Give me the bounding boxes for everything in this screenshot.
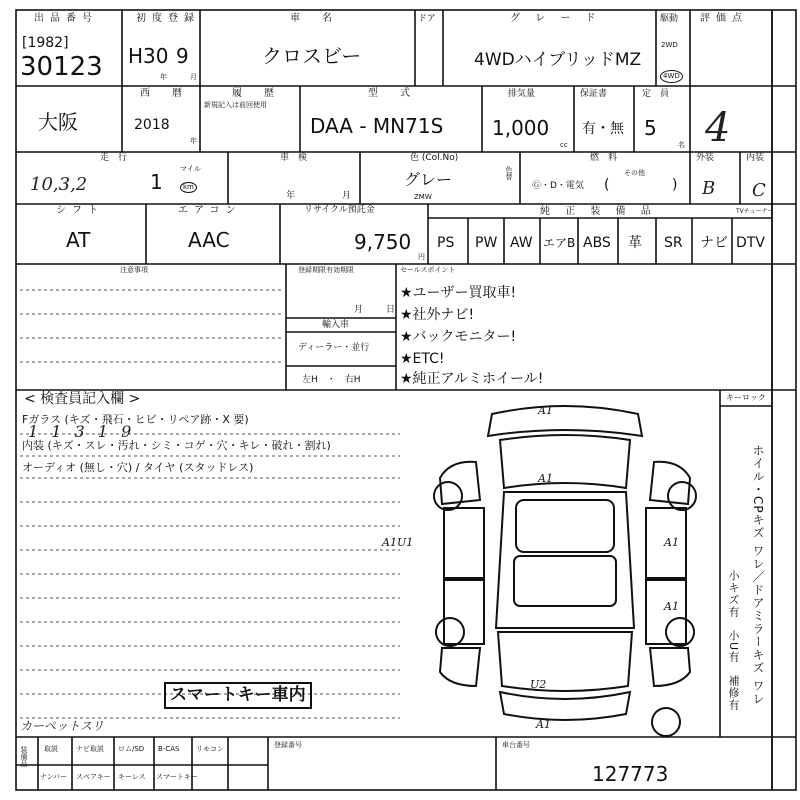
- fuel-paren-open: (: [604, 177, 610, 193]
- inspection-label: 車 検: [280, 153, 308, 163]
- footer-rom-sd: ロム/SD: [118, 745, 145, 753]
- car-name: クロスビー: [262, 44, 362, 68]
- history-label: 履 歴: [232, 88, 280, 99]
- capacity-unit: 名: [678, 141, 685, 149]
- color-change-label: 色替: [505, 166, 513, 180]
- sales-point-1: ★ユーザー買取車!: [400, 285, 517, 301]
- western-year-suffix: 年: [190, 137, 197, 145]
- footer-bcas: B-CAS: [158, 745, 180, 753]
- deadline-day-label: 日: [386, 305, 396, 315]
- lot-no-label: 出品番号: [34, 13, 98, 24]
- deadline-month-label: 月: [354, 305, 364, 315]
- footer-keyless: キーレス: [118, 773, 146, 781]
- equip-pw: PW: [475, 235, 498, 251]
- mileage-label: 走 行: [100, 153, 128, 163]
- equip-aw: AW: [510, 235, 533, 251]
- mark-front-bumper: A1: [538, 404, 553, 417]
- reg-no-label: 登録番号: [274, 741, 302, 749]
- equip-leather: 革: [628, 235, 642, 251]
- inspection-month-label: 月: [342, 191, 352, 201]
- footer-number: ナンバー: [40, 773, 68, 781]
- displacement: 1,000: [492, 116, 550, 140]
- mark-right-front-door: A1: [664, 536, 679, 549]
- inspector-line-interior: 内装 (キズ・スレ・汚れ・シミ・コゲ・穴・キレ・破れ・割れ): [22, 439, 331, 452]
- fuel-paren-close: ): [672, 177, 678, 193]
- first-reg-month: 9: [176, 44, 189, 68]
- inspection-year-label: 年: [286, 191, 296, 201]
- interior-label: 内装: [746, 153, 765, 163]
- western-label: 西 暦: [140, 88, 188, 99]
- mark-left-front: A1U1: [382, 536, 414, 549]
- sales-label: セールスポイント: [400, 266, 456, 274]
- fuel-label: 燃 料: [590, 153, 618, 163]
- warranty-value: 有・無: [582, 121, 624, 137]
- inspector-line-audio-tire: オーディオ (無し・穴) / タイヤ (スタッドレス): [22, 461, 254, 474]
- grade-label: グ レ ー ド: [510, 13, 602, 24]
- sales-point-5: ★純正アルミホイール!: [400, 371, 544, 387]
- sales-point-3: ★バックモニター!: [400, 329, 517, 345]
- rating-handwritten: 4: [705, 105, 731, 151]
- month-suffix: 月: [190, 73, 197, 81]
- car-name-label: 車 名: [290, 13, 338, 24]
- drive-label: 駆動: [660, 14, 679, 24]
- fuel-options: Ⓖ・D・電気: [532, 181, 584, 191]
- key-lock-label: キーロック: [726, 393, 766, 402]
- grade: 4WDハイブリッドMZ: [474, 50, 642, 70]
- ac-label: エアコン: [178, 205, 242, 216]
- first-reg-label: 初度登録: [136, 13, 200, 24]
- exterior-grade: B: [702, 178, 716, 199]
- year-suffix: 年: [160, 73, 167, 81]
- footer-navi-manual: ナビ取説: [76, 745, 104, 753]
- model-code: DAA - MN71S: [310, 114, 444, 138]
- footer-manual: 取説: [44, 745, 58, 753]
- ac-value: AAC: [188, 228, 230, 252]
- mileage-thousand: 1: [150, 170, 163, 194]
- inspector-title: < 検査員記入欄 >: [24, 391, 141, 407]
- chassis-number: 127773: [592, 762, 669, 786]
- reg-deadline-label: 登録期限有効期限: [298, 266, 354, 274]
- recycle-unit: 円: [418, 253, 425, 261]
- footer-spare-key: スペアキー: [76, 773, 111, 781]
- footer-remote: リモコン: [196, 745, 224, 753]
- car-damage-diagram: [382, 396, 720, 736]
- interior-grade: C: [752, 180, 766, 201]
- mark-right-rear: A1: [664, 600, 679, 613]
- chassis-label: 車台番号: [502, 741, 530, 749]
- equip-dtv: DTV: [736, 235, 765, 251]
- footer-left-label: 装備品: [20, 746, 28, 767]
- cc-unit: cc: [560, 141, 568, 149]
- equipment-label: 純 正 装 備 品: [540, 206, 657, 217]
- shift-label: シフト: [56, 205, 104, 216]
- doors-label: ドア: [418, 14, 436, 24]
- color-name: グレー: [404, 170, 453, 189]
- equip-airbag: エアB: [543, 236, 576, 250]
- capacity: 5: [644, 116, 657, 140]
- footer-smart-key: スマートキー: [156, 773, 198, 781]
- recycle-label: リサイクル預託金: [304, 205, 375, 215]
- carpet-note: カーペットスリ: [20, 719, 104, 733]
- inspector-line-glass: Fガラス (キズ・飛石・ヒビ・リペア跡・X 要): [22, 413, 249, 426]
- recycle-value: 9,750: [354, 230, 412, 254]
- mark-rear-bumper: A1: [536, 718, 551, 731]
- western-year: 2018: [134, 117, 170, 133]
- equip-ps: PS: [437, 235, 455, 251]
- region: 大阪: [38, 110, 78, 134]
- caution-label: 注意事項: [120, 266, 148, 274]
- mark-hood: A1: [538, 472, 553, 485]
- equip-abs: ABS: [583, 235, 611, 251]
- lot-number: 30123: [20, 52, 103, 82]
- dealer-label: ディーラー・並行: [298, 343, 370, 353]
- mile-unit: マイル: [180, 165, 201, 173]
- exterior-label: 外装: [696, 153, 715, 163]
- side-note-2: 小キズ有 小U有 補修有: [727, 570, 740, 712]
- km-unit-circled: km: [180, 182, 197, 193]
- shift-value: AT: [66, 228, 91, 252]
- drive-4wd-circled: 4WD: [660, 70, 683, 83]
- import-label: 輸入車: [322, 320, 350, 330]
- capacity-label: 定 員: [642, 89, 670, 99]
- inspector-handwritten-note: 1 1 3 1 9: [28, 422, 136, 441]
- mark-rear-gate: U2: [530, 678, 547, 691]
- history-sub: 新規記入は前回使用: [204, 101, 267, 109]
- warranty-label: 保証書: [580, 89, 608, 99]
- first-reg-era-year: H30: [128, 44, 169, 68]
- model-label: 型 式: [368, 88, 416, 99]
- steering-label: 左H ・ 右H: [302, 375, 361, 385]
- drive-2wd: 2WD: [661, 41, 678, 49]
- color-label: 色 (Col.No): [410, 153, 459, 163]
- color-code: ZMW: [414, 193, 432, 201]
- smart-key-stamp: スマートキー車内: [164, 682, 312, 709]
- rating-label: 評価点: [700, 13, 748, 24]
- sales-point-4: ★ETC!: [400, 351, 445, 367]
- lot-prefix: [1982]: [22, 35, 69, 51]
- displacement-label: 排気量: [508, 89, 536, 99]
- fuel-other: その他: [624, 169, 645, 177]
- tuner-label: TVチューナー: [736, 208, 774, 215]
- equip-sr: SR: [664, 235, 683, 251]
- equip-navi: ナビ: [700, 235, 728, 251]
- side-note-1: ホイル・CPキズ ワレ／ドアミラーキズ ワレ: [751, 444, 765, 706]
- sales-point-2: ★社外ナビ!: [400, 307, 475, 323]
- mileage-handwritten: 10,3,2: [30, 174, 88, 195]
